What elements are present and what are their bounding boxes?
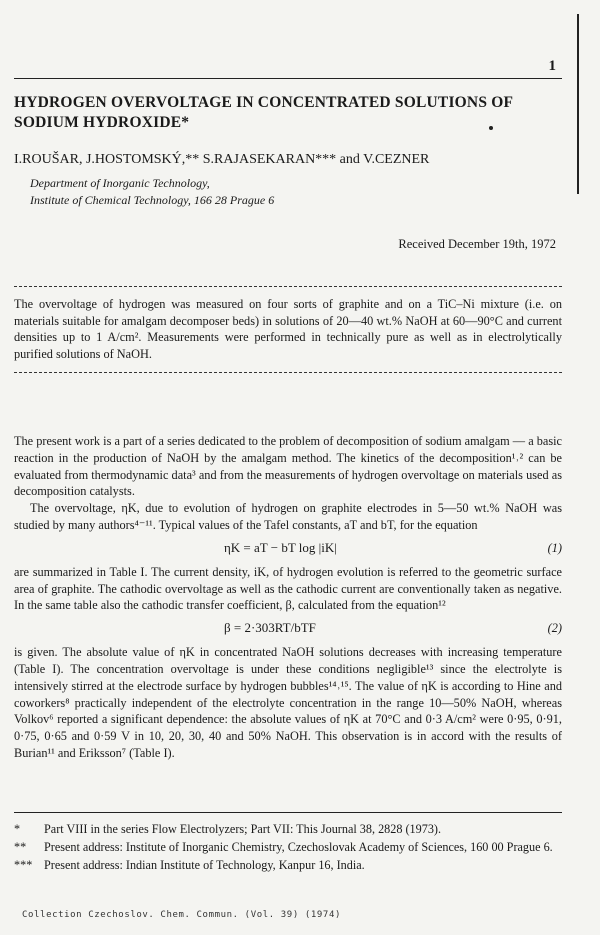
paper-title: HYDROGEN OVERVOLTAGE IN CONCENTRATED SOLUTIONS OF SODIUM HYDROXIDE* [14,94,513,131]
equation-formula: β = 2·303RT/bTF [224,620,316,636]
body-paragraph: The present work is a part of a series dedicated to the problem of decomposition of sodium amalgam — a basic reaction in the production of NaOH by the amalgam method. The kinetics of the decomposition¹˒² can be evaluated from thermodynamic data³ and from the measurements of hydrogen overvoltage on materials used as decomposition catalysts. [14,434,562,499]
body-paragraph: is given. The absolute value of ηK in concentrated NaOH solutions decreases with increasing temperature (Table I). The concentration overvoltage is under these conditions negligible¹³ since the electrolyte is intensively stirred at the electrode surface by hydrogen bubbles¹⁴˒¹⁵. The value of ηK is according to Hine and coworkers⁸ practically independent of the electrolyte concentration in the range 10—50% NaOH, whereas Volkov⁶ reported a significant dependence: the absolute values of ηK at 70°C and 0·3 A/cm² were 0·95, 0·91, 0·75, 0·65 and 0·59 V in 10, 20, 30, 40 and 50% NaOH. This observation is in accord with the results of Burian¹¹ and Eriksson⁷ (Table I). [14,645,562,760]
footnote-mark: *** [14,858,33,872]
page-edge-line [577,14,579,194]
footnote-text: Present address: Indian Institute of Technology, Kanpur 16, India. [44,858,365,872]
footnote [14,858,564,873]
received-date: Received December 19th, 1972 [398,237,556,251]
footnote-text: Part VIII in the series Flow Electrolyzers; Part VII: This Journal 38, 2828 (1973). [44,822,442,836]
header-rule [14,78,562,79]
body-paragraph: The overvoltage, ηK, due to evolution of hydrogen on graphite electrodes in 5—50 wt.% NaOH was studied by many authors⁴⁻¹¹. Typical values of the Tafel constants, aT and bT, for the equation [14,501,562,532]
footnote-rule [14,812,562,813]
equation-formula: ηK = aT − bT log |iK| [224,539,337,555]
author-list: I.ROUŠAR, J.HOSTOMSKÝ,** S.RAJASEKARAN*** and V.CEZNER [14,152,430,167]
equation-number: (2) [547,621,562,636]
affiliation-line: Institute of Chemical Technology, 166 28 Prague 6 [30,193,275,207]
equation-2 [14,614,562,644]
abstract-top-rule [14,286,562,287]
abstract: The overvoltage of hydrogen was measured on four sorts of graphite and on a TiC–Ni mixture (i.e. on materials suitable for amalgam decomposer beds) in solutions of 20—40 wt.% NaOH at 60—90°C and current densities up to 1 A/cm². Measurements were performed in technically pure as well as in electrolytically purified solutions of NaOH. [14,297,562,361]
equation-number: (1) [547,540,562,555]
footnote-mark: ** [14,840,27,854]
footnote-text: Present address: Institute of Inorganic Chemistry, Czechoslovak Academy of Sciences, 160 00 Prague 6. [44,840,553,854]
affiliation [30,175,274,209]
speck-mark [489,126,493,130]
journal-footer: Collection Czechoslov. Chem. Commun. (Vol. 39) (1974) [22,910,341,920]
footnote [14,840,564,855]
affiliation-line: Department of Inorganic Technology, [30,176,210,190]
footnote-mark: * [14,822,21,836]
body-paragraph: are summarized in Table I. The current density, iK, of hydrogen evolution is referred to the geometric surface area of graphite. The cathodic overvoltage as well as the cathodic current are conventionally taken as negative. In the same table also the cathodic transfer coefficient, β, calculated from the equation¹² [14,564,562,613]
page-number: 1 [548,58,556,74]
equation-1 [14,534,562,564]
abstract-bottom-rule [14,372,562,373]
footnotes [14,822,564,876]
footnote [14,822,564,837]
article-body [14,433,562,762]
